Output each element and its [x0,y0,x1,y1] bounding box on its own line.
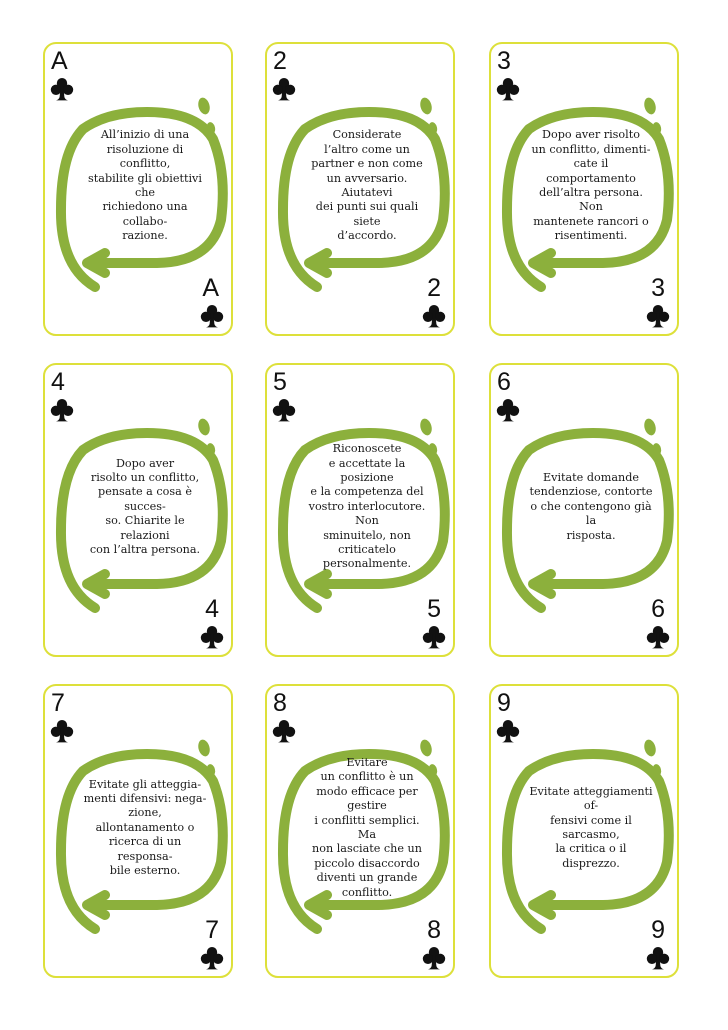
card-text: Evitate gli atteggia- menti difensivi: nega- zione, allontanamento o ricerca di un responsa- bile esterno. [83,777,207,878]
playing-card [489,42,679,336]
club-icon [200,946,224,971]
card-text: Riconoscete e accettate la posizione e la competenza del vostro interlocutore. Non sminuitelo, non criticatelo personalmente. [308,442,426,571]
card-rank-bottom: 3 [651,274,665,302]
playing-card [265,684,455,978]
playing-card [489,684,679,978]
card-rank-bottom: 5 [427,595,441,623]
card-text: All’inizio di una risoluzione di conflitto, stabilite gli obiettivi che richiedono una collabo- razione. [88,128,202,243]
card-rank-top: 7 [51,689,65,717]
club-icon [200,304,224,329]
playing-card [43,363,233,657]
card-rank-top: 5 [273,368,287,396]
card-rank-top: 4 [51,368,65,396]
club-icon [422,625,446,650]
card-rank-bottom: 9 [651,916,665,944]
card-rank-top: A [51,47,68,75]
card-rank-bottom: 7 [205,916,219,944]
card-rank-top: 3 [497,47,511,75]
club-icon [422,304,446,329]
playing-card [489,363,679,657]
club-icon [646,625,670,650]
card-text: Evitate atteggiamenti of- fensivi come il sarcasmo, la critica o il disprezzo. [529,784,653,870]
club-icon [646,946,670,971]
card-rank-top: 9 [497,689,511,717]
card-text: Evitare un conflitto è un modo efficace per gestire i conflitti semplici. Ma non lasciate che un piccolo disaccordo diventi un grande conflitto. [312,755,422,899]
playing-card [43,42,233,336]
card-rank-bottom: 4 [205,595,219,623]
card-rank-bottom: 6 [651,595,665,623]
card-rank-top: 2 [273,47,287,75]
playing-card [43,684,233,978]
card-rank-bottom: A [202,274,219,302]
playing-card [265,363,455,657]
card-text: Evitate domande tendenziose, contorte o che contengono già la risposta. [529,470,653,542]
card-text: Dopo aver risolto un conflitto, pensate a cosa è succes- so. Chiarite le relazioni con l’altra persona. [89,456,201,557]
card-rank-bottom: 8 [427,916,441,944]
card-text: Considerate l’altro come un partner e non come un avversario. Aiutatevi dei punti sui quali siete d’accordo. [311,128,423,243]
club-icon [646,304,670,329]
card-text: Dopo aver risolto un conflitto, dimenti- cate il comportamento dell’altra persona. Non mantenete rancori o risentimenti. [531,128,651,243]
card-rank-bottom: 2 [427,274,441,302]
club-icon [422,946,446,971]
card-rank-top: 8 [273,689,287,717]
card-rank-top: 6 [497,368,511,396]
playing-card [265,42,455,336]
club-icon [200,625,224,650]
